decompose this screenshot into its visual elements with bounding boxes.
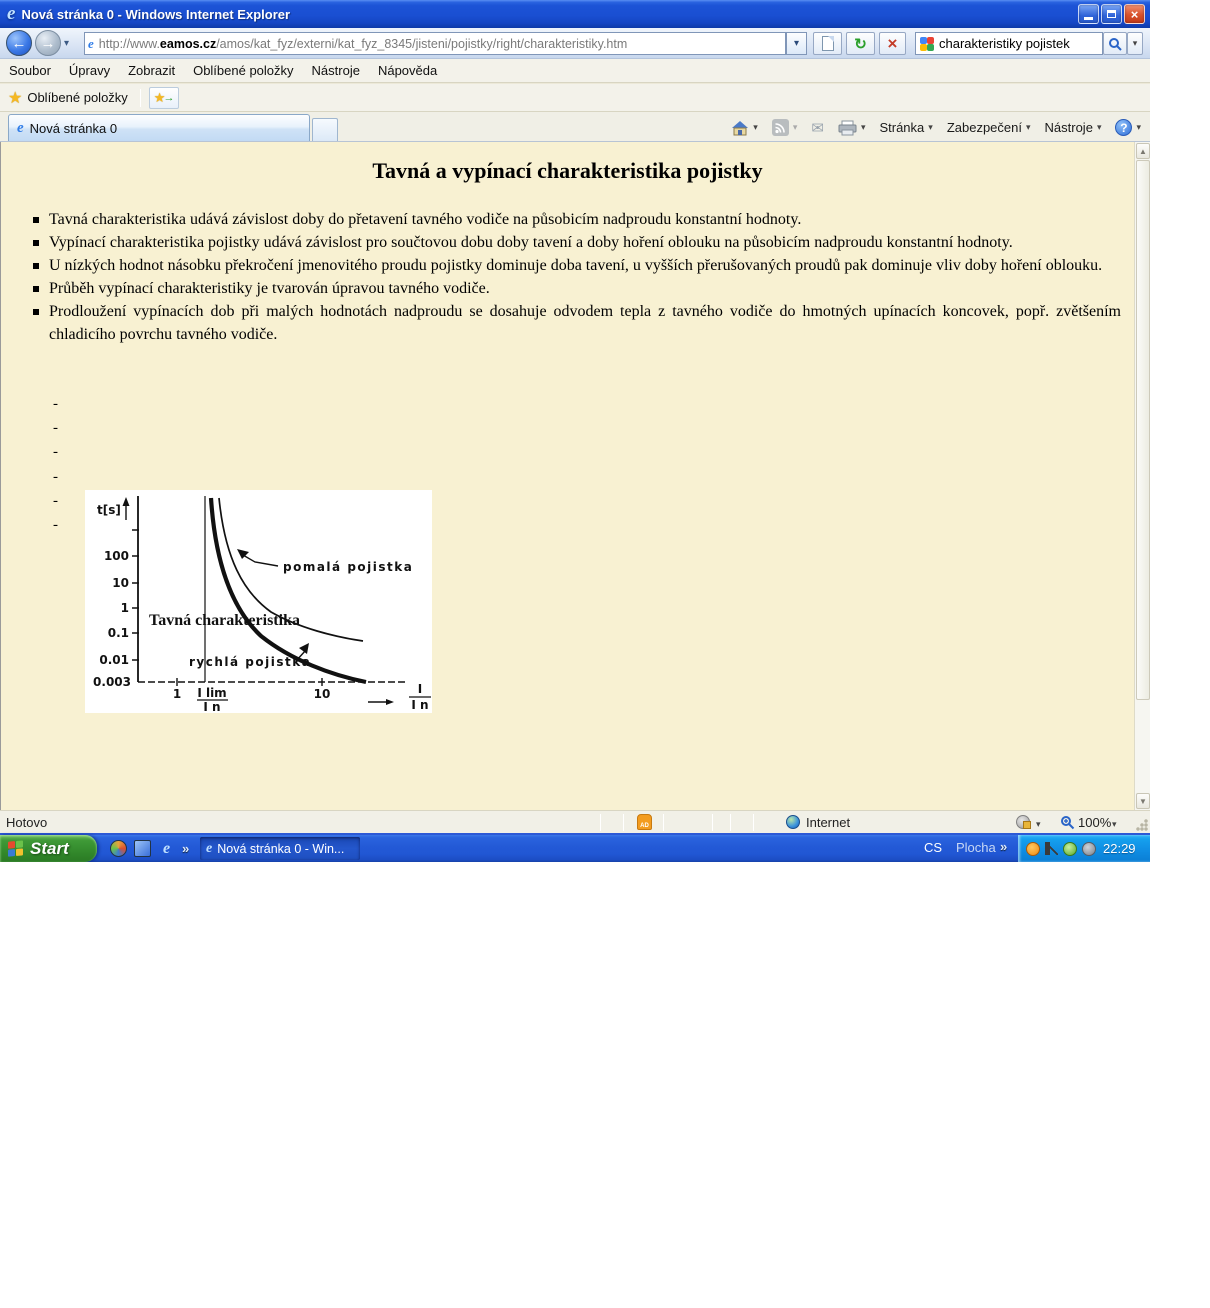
add-arrow-icon: → (163, 91, 175, 104)
zoom-level[interactable]: 100% (1078, 815, 1112, 830)
chevron-down-icon: ▾ (1025, 122, 1031, 132)
divider (600, 814, 601, 831)
ad-badge: AD (640, 823, 649, 829)
favorites-bar (0, 84, 1150, 112)
chart-canvas (85, 490, 432, 713)
zoom-icon (1060, 815, 1075, 830)
close-button[interactable] (1124, 4, 1145, 24)
page-content (0, 142, 1134, 810)
task-label: Nová stránka 0 - Win... (217, 841, 345, 856)
page-menu-button[interactable] (874, 118, 937, 137)
bullet-list (31, 208, 1121, 346)
desktop-toolbar-label[interactable]: Plocha (956, 840, 996, 855)
quick-launch-chevron[interactable]: » (182, 841, 190, 856)
scroll-down-button[interactable] (1136, 793, 1150, 809)
internet-explorer-icon[interactable]: e (162, 839, 171, 857)
y-axis-label: t[s] (97, 503, 121, 517)
divider (730, 814, 731, 831)
mail-client-icon[interactable] (134, 840, 151, 857)
help-button[interactable] (1110, 117, 1146, 138)
dash-item: - (53, 492, 58, 509)
back-arrow-icon: ← (11, 34, 27, 52)
x-tick-10: 10 (313, 687, 331, 701)
page-title: Tavná a vypínací charakteristika pojistky (372, 158, 763, 183)
dash-item: - (53, 468, 58, 485)
compatibility-view-button[interactable] (813, 32, 842, 55)
home-icon (731, 120, 749, 136)
chevron-down-icon: ▾ (753, 122, 758, 132)
search-provider-icon (920, 37, 934, 51)
clock: 22:29 (1103, 841, 1136, 856)
chevron-down-icon: ▾ (928, 122, 933, 132)
menu-upravy[interactable]: Úpravy (68, 63, 111, 78)
security-zone-label: Internet (806, 815, 851, 830)
search-options-dropdown[interactable] (1127, 32, 1143, 55)
url-path: /amos/kat_fyz/externi/kat_fyz_8345/jisteni/pojistky/right/charakteristiky.htm (216, 36, 628, 51)
resize-grip[interactable] (1135, 818, 1148, 831)
dash-item: - (53, 396, 58, 412)
menu-bar (0, 59, 1150, 83)
home-button[interactable] (726, 118, 763, 138)
taskbar (0, 835, 1150, 862)
chevron-down-icon[interactable]: ▾ (1036, 819, 1041, 829)
y-tick-100: 100 (103, 549, 129, 563)
x-axis-fraction-numerator: I (417, 682, 423, 696)
chevron-down-icon: ▾ (1136, 122, 1141, 132)
media-player-icon[interactable] (110, 840, 127, 857)
divider (712, 814, 713, 831)
scroll-up-button[interactable] (1136, 143, 1150, 159)
toolbar-chevron[interactable]: » (1000, 839, 1008, 854)
tab-favicon-icon: e (17, 119, 24, 136)
x-axis-fraction-denominator: I n (411, 698, 429, 712)
window-controls (1078, 4, 1145, 24)
taskbar-task-button[interactable] (200, 837, 360, 860)
chevron-down-icon: ▾ (1132, 38, 1138, 48)
chevron-down-icon: ▾ (1096, 122, 1102, 132)
y-tick-10: 10 (112, 576, 129, 590)
printer-icon (838, 120, 857, 136)
url-prefix: http://www. (98, 36, 160, 51)
security-menu-label: Zabezpečení (946, 120, 1022, 135)
y-tick-0-1: 0.1 (107, 626, 129, 640)
internet-zone-icon (786, 815, 800, 829)
page-favicon-icon: e (88, 35, 94, 51)
update-tray-icon[interactable] (1063, 842, 1077, 856)
restore-icon (1107, 10, 1116, 18)
stop-icon: × (887, 33, 898, 53)
start-label: Start (30, 838, 69, 858)
window-title: Nová stránka 0 - Windows Internet Explorer (21, 6, 291, 22)
command-bar (726, 114, 1146, 141)
dash-item: - (53, 516, 58, 533)
annotation-slow-fuse: pomalá pojistka (283, 560, 414, 574)
star-icon: ★ (153, 89, 166, 105)
favorites-star-icon: ★ (8, 89, 23, 107)
list-item: Tavná charakteristika udává závislost doby do přetavení tavného vodiče na působicím nadproudu konstantní hodnoty. (31, 208, 1121, 231)
list-item: Prodloužení vypínacích dob při malých hodnotách nadproudu se dosahuje odvodem tepla z tavného vodiče do hmotných upínacích koncovek, popř. zvětšením chladicího povrchu tavného vodiče. (31, 300, 1121, 346)
volume-tray-icon[interactable] (1045, 842, 1058, 855)
tab-bar (0, 112, 1150, 142)
y-tick-0-01: 0.01 (99, 653, 129, 667)
url-domain: eamos.cz (159, 36, 217, 51)
up-arrow-icon: ▲ (1139, 146, 1147, 156)
restore-button[interactable] (1101, 4, 1122, 24)
tools-menu-button[interactable] (1040, 118, 1107, 137)
url-text (99, 37, 627, 51)
search-box[interactable] (915, 32, 1103, 55)
forward-button[interactable] (35, 30, 61, 56)
x-marker-denominator: I n (203, 700, 221, 713)
menu-zobrazit[interactable]: Zobrazit (128, 63, 176, 78)
menu-nastroje[interactable]: Nástroje (311, 63, 360, 78)
popup-blocker-icon[interactable] (637, 814, 652, 830)
y-tick-0-003: 0.003 (93, 675, 131, 689)
list-item: U nízkých hodnot násobku překročení jmenovitého proudu pojistky dominuje doba tavení, u vyšších přerušovaných proudů pak dominuje vliv doby hoření oblouku. (31, 254, 1121, 277)
tools-menu-label: Nástroje (1044, 120, 1093, 135)
dash-item: - (53, 420, 58, 437)
read-mail-button[interactable] (806, 117, 829, 139)
rss-icon (772, 119, 789, 136)
navigation-bar (0, 28, 1150, 59)
forward-arrow-icon: → (40, 34, 56, 52)
x-marker-numerator: I lim (197, 686, 227, 700)
tab-label: Nová stránka 0 (29, 120, 118, 136)
address-dropdown-button[interactable] (786, 32, 807, 55)
menu-oblibene-polozky[interactable]: Oblíbené položky (193, 63, 294, 78)
search-icon (1108, 37, 1122, 51)
minimize-button[interactable] (1078, 4, 1099, 24)
refresh-icon: ↻ (854, 35, 867, 53)
antivirus-tray-icon[interactable] (1026, 842, 1040, 856)
back-button[interactable] (6, 30, 32, 56)
chevron-down-icon: ▾ (793, 38, 800, 49)
stop-button[interactable] (879, 32, 906, 55)
status-text: Hotovo (6, 815, 48, 830)
list-item: Průběh vypínací charakteristiky je tvarován úpravou tavného vodiče. (31, 277, 1121, 300)
page-menu-label: Stránka (879, 120, 925, 135)
status-bar (0, 810, 1150, 833)
divider (753, 814, 754, 831)
close-icon: × (1130, 6, 1139, 22)
vertical-scrollbar[interactable] (1134, 142, 1150, 810)
system-tray (1018, 835, 1150, 862)
security-menu-button[interactable] (942, 118, 1036, 137)
language-indicator[interactable]: CS (924, 840, 943, 855)
quick-launch (104, 835, 189, 862)
annotation-melting-characteristic: Tavná charakteristika (149, 612, 300, 629)
start-button[interactable] (0, 835, 97, 862)
compatibility-page-icon (822, 36, 834, 51)
dash-list (53, 396, 58, 541)
minimize-icon (1084, 17, 1093, 20)
chevron-down-icon[interactable]: ▾ (1112, 819, 1117, 829)
tab-nova-stranka[interactable] (8, 114, 310, 141)
divider (623, 814, 624, 831)
add-to-favorites-button[interactable] (149, 87, 180, 109)
separator (140, 89, 141, 107)
x-tick-1: 1 (172, 687, 182, 701)
dash-item: - (53, 444, 58, 461)
favorites-button[interactable]: Oblíbené položky (27, 90, 128, 105)
device-tray-icon[interactable] (1082, 842, 1096, 856)
chevron-down-icon: ▾ (792, 122, 798, 132)
fuse-characteristic-chart (85, 490, 432, 713)
search-button[interactable] (1103, 32, 1127, 55)
down-arrow-icon: ▼ (1139, 796, 1147, 806)
ie-logo-icon: e (7, 3, 16, 24)
address-bar[interactable] (84, 32, 786, 55)
windows-logo-icon (8, 840, 24, 857)
divider (663, 814, 664, 831)
annotation-fast-fuse: rychlá pojistka (189, 655, 312, 669)
new-tab-button[interactable] (312, 118, 338, 141)
list-item: Vypínací charakteristika pojistky udává závislost pro součtovou dobu doby tavení a doby hoření oblouku na působicím nadproudu konstantní hodnoty. (31, 231, 1121, 254)
help-icon: ? (1115, 119, 1132, 136)
feeds-button[interactable] (767, 117, 803, 138)
refresh-button[interactable] (846, 32, 875, 55)
print-button[interactable] (833, 118, 871, 138)
title-bar (0, 0, 1150, 28)
y-tick-1: 1 (120, 601, 129, 615)
scrollbar-thumb[interactable] (1136, 160, 1150, 700)
chevron-down-icon: ▾ (860, 122, 866, 132)
task-ie-icon: e (206, 840, 213, 856)
menu-soubor[interactable]: Soubor (9, 63, 51, 78)
history-dropdown[interactable]: ▾ (64, 38, 70, 49)
search-input[interactable]: charakteristiky pojistek (939, 36, 1070, 51)
mail-icon: ✉ (811, 119, 824, 137)
menu-napoveda[interactable]: Nápověda (377, 63, 438, 78)
protected-mode-icon[interactable] (1016, 815, 1030, 829)
